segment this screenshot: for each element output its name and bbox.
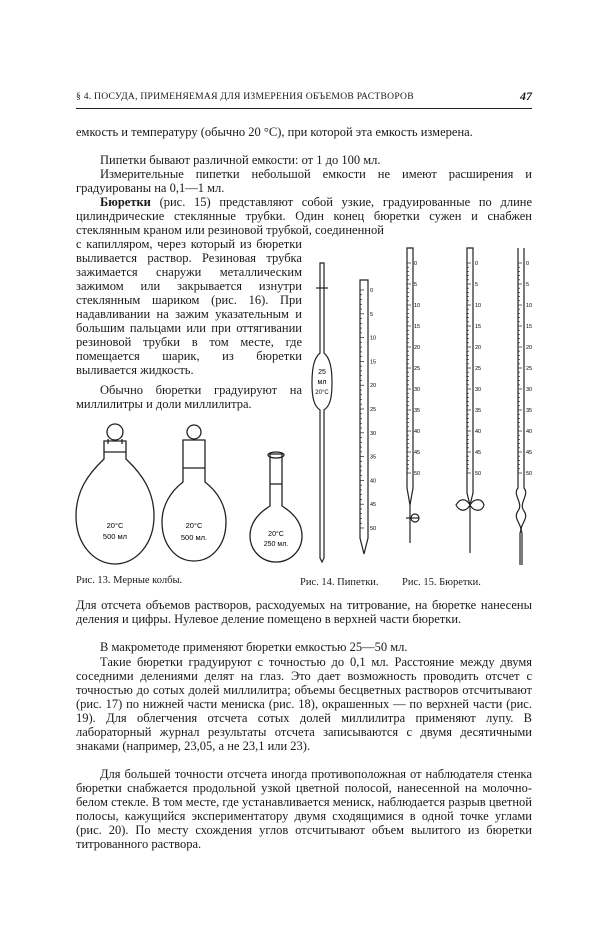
volumetric-flasks-figure <box>70 420 310 570</box>
flask-1-stopper <box>107 424 123 440</box>
caption-fig-14: Рис. 14. Пипетки. <box>300 577 379 588</box>
burette-1-scale-label: 0 <box>414 261 418 267</box>
paragraph-1: емкость и температуру (обычно 20 °С), при которой эта емкость измерена. <box>76 125 473 139</box>
flask-2-temp: 20°С <box>185 521 203 530</box>
paragraph-6: Для отсчета объемов растворов, расходуемых на титрование, на бюретке нанесены деления и цифры. Нулевое деление помещено в верхней части бюретки. <box>76 598 532 626</box>
burette-1-scale-label: 45 <box>414 450 421 456</box>
burette-3-scale-label: 30 <box>526 387 533 393</box>
flask-1-volume: 500 мл <box>102 532 128 541</box>
burette-1-scale-label: 10 <box>414 303 421 309</box>
flask-1-temp: 20°С <box>106 521 124 530</box>
burettes-figure <box>396 243 536 573</box>
mohr-pipette <box>312 263 332 562</box>
burette-3-scale-label: 25 <box>526 366 533 372</box>
paragraph-5: Обычно бюретки градуируют на миллилитры и доли миллилитра. <box>76 383 302 411</box>
pipette-scale-label: 25 <box>370 407 377 413</box>
burette-2-scale-label: 45 <box>475 450 482 456</box>
flask-2 <box>162 440 226 561</box>
paragraph-3: Измерительные пипетки небольшой емкости не имеют расширения и градуированы на 0,1—1 мл. <box>76 167 532 195</box>
burette-2-scale-label: 5 <box>475 282 479 288</box>
burette-3-scale-label: 5 <box>526 282 530 288</box>
graduated-pipette-labels <box>370 288 376 532</box>
burette-1-scale-label: 20 <box>414 345 421 351</box>
burette-1-scale-label: 30 <box>414 387 421 393</box>
paragraph-2: Пипетки бывают различной емкости: от 1 до 100 мл. <box>100 153 381 167</box>
burette-3-scale-label: 40 <box>526 429 533 435</box>
burette-3-scale-label: 10 <box>526 303 533 309</box>
pipette-bulb-label-3: 20°С <box>315 390 329 396</box>
paragraph-4-text: (рис. 15) представляют собой узкие, градуированные по длине цилиндрические стеклянные трубки. Один конец бюретки сужен и снабжен стеклянным краном или резиновой трубкой, соединенной <box>76 195 533 237</box>
burette-1-scale-label: 35 <box>414 408 421 414</box>
burette-2-scale-label: 30 <box>475 387 482 393</box>
paragraph-9: Для большей точности отсчета иногда противоположная от наблюдателя стенка бюретки снабжается продольной узкой цветной полосой, нанесенной на молочно-белом стекле. В том месте, где устанавливается мениск, наблюдается разрыв цветной полосы, кажущийся экспериментатору двумя сходящимися в одной точке углами (рис. 20). По месту схождения углов отсчитывают объем вылитого из бюретки титрованного раствора. <box>76 767 532 851</box>
burette-3-scale-label: 50 <box>526 471 533 477</box>
pipette-bulb-label-1: 25 <box>318 369 326 376</box>
flask-2-stopper <box>187 425 201 439</box>
paragraph-7: В макрометоде применяют бюретки емкостью 25—50 мл. <box>100 640 408 654</box>
pipette-scale-label: 45 <box>370 502 377 509</box>
pipette-scale-label: 35 <box>370 454 377 461</box>
pipette-scale-label: 40 <box>370 478 377 485</box>
burette-2-scale-label: 10 <box>475 303 482 309</box>
paragraph-4 <box>76 195 532 237</box>
burette-3-scale-label: 20 <box>526 345 533 351</box>
burette-2-scale-label: 40 <box>475 429 482 435</box>
pipette-scale-label: 5 <box>370 311 374 318</box>
caption-fig-13: Рис. 13. Мерные колбы. <box>76 575 183 586</box>
burette-3-scale-label: 15 <box>526 324 533 330</box>
burette-ticks <box>407 263 522 473</box>
term-burettes: Бюретки <box>100 195 151 209</box>
burette-2-scale-label: 0 <box>475 261 479 267</box>
burette-2-scale-label: 20 <box>475 345 482 351</box>
pipette-scale-label: 30 <box>370 430 377 437</box>
burette-1-scale-label: 50 <box>414 471 421 477</box>
pipettes-figure <box>300 258 390 568</box>
flask-3-volume: 250 мл. <box>263 541 289 548</box>
pipette-scale-label: 50 <box>370 526 377 532</box>
burette-1-scale-label: 15 <box>414 324 421 330</box>
pipette-scale-label: 15 <box>370 359 377 366</box>
pipette-scale-label: 20 <box>370 383 377 390</box>
flask-3-temp: 20°С <box>268 531 284 538</box>
running-header <box>76 90 532 109</box>
burette-3-scale-label: 35 <box>526 408 533 414</box>
graduated-pipette-ticks <box>360 290 364 528</box>
pipette-bulb-label-2: мл <box>317 379 327 386</box>
page-number: 47 <box>520 89 532 103</box>
graduated-pipette <box>360 280 368 554</box>
paragraph-4-wrap: с капилляром, через который из бюретки выливается раствор. Резиновая трубка зажимается снаружи металлическим зажимом или закрывается изнутри стеклянным шариком (рис. 16). При надавливании на зажим указательным и большим пальцами или при оттягивании резиновой трубки в том месте, где помещается шарик, из бюретки выливается жидкость. <box>76 237 302 377</box>
flask-1 <box>76 441 154 564</box>
flask-2-volume: 500 мл. <box>180 533 208 542</box>
burette-2-scale-label: 50 <box>475 471 482 477</box>
burette-3-scale-label: 45 <box>526 450 533 456</box>
paragraph-8: Такие бюретки градуируют с точностью до 0,1 мл. Расстояние между двумя соседними делениями делят на глаз. Это дает возможность проводить отсчет с точностью до сотых долей миллилитра; объемы бесцветных растворов отсчитывают (рис. 17) по нижней части мениска (рис. 18), окрашенных — по верхней части (рис. 19). Для облегчения отсчета сотых долей миллилитра применяют лупу. В лабораторный журнал результаты отсчета записываются с двумя десятичными знаками (например, 23,05, а не 23,1 или 23). <box>76 655 532 753</box>
burette-2-scale-label: 35 <box>475 408 482 414</box>
burette-1-scale-label: 5 <box>414 282 418 288</box>
burette-1-scale-label: 25 <box>414 366 421 372</box>
burette-1-scale-label: 40 <box>414 429 421 435</box>
caption-fig-15: Рис. 15. Бюретки. <box>402 577 481 588</box>
burette-2-scale-label: 15 <box>475 324 482 330</box>
pipette-scale-label: 0 <box>370 288 374 294</box>
burette-2-scale-label: 25 <box>475 366 482 372</box>
chapter-title: § 4. ПОСУДА, ПРИМЕНЯЕМАЯ ДЛЯ ИЗМЕРЕНИЯ ОБЪЕМОВ РАСТВОРОВ <box>76 91 414 102</box>
pipette-scale-label: 10 <box>370 335 377 342</box>
burette-3-scale-label: 0 <box>526 261 530 267</box>
burette-3 <box>516 248 525 565</box>
